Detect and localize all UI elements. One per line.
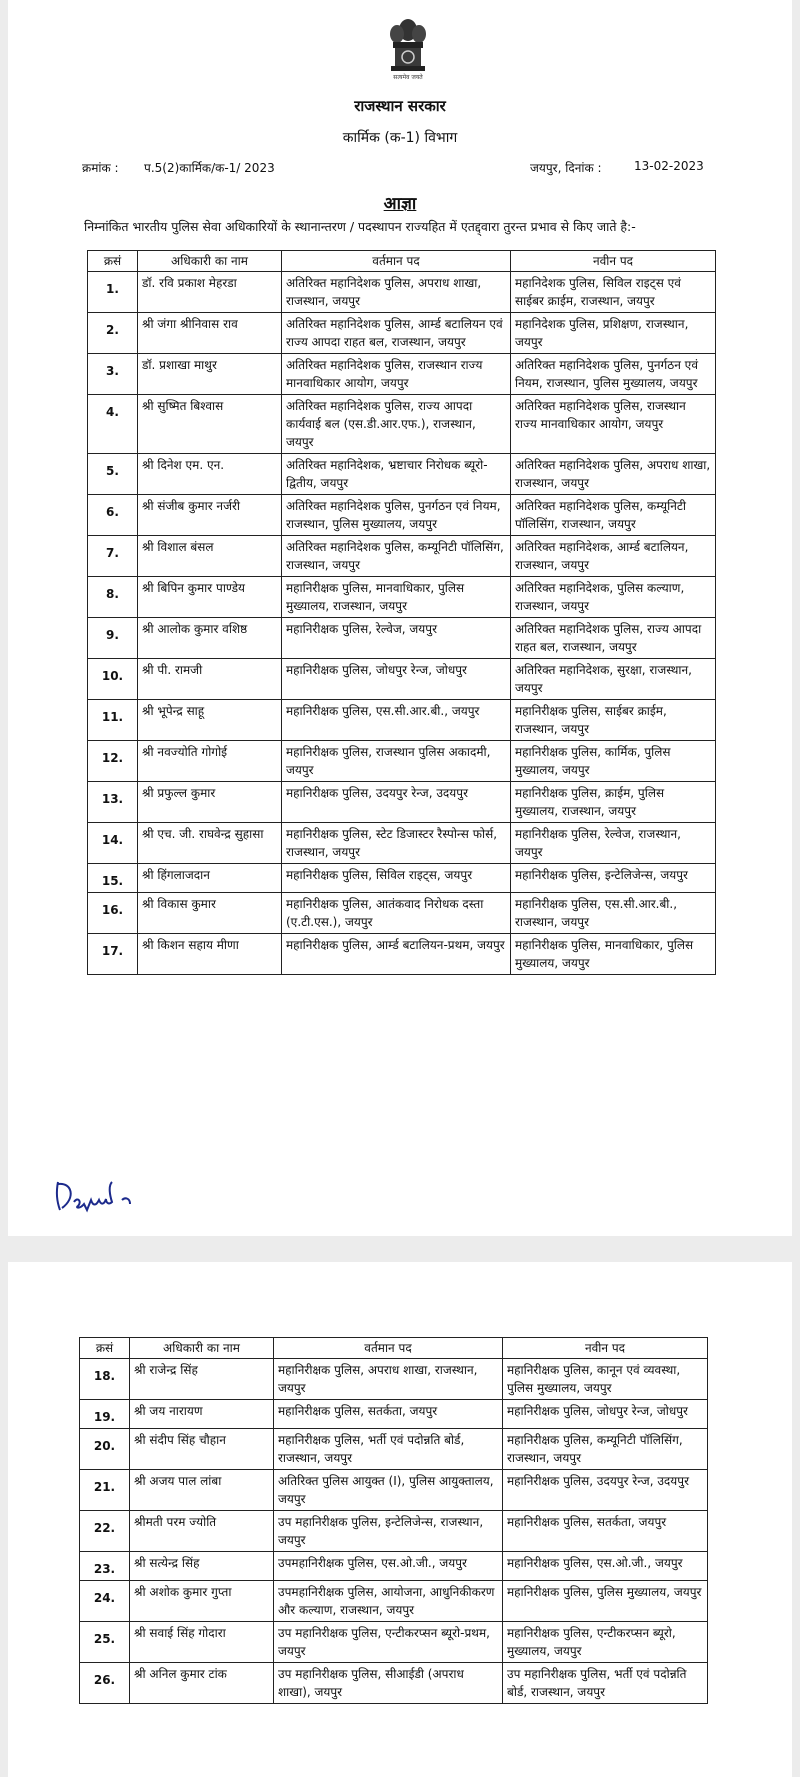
- officer-name-cell: श्री राजेन्द्र सिंह: [130, 1359, 274, 1400]
- current-post-cell: अतिरिक्त महानिदेशक पुलिस, राज्य आपदा कार्यवाई बल (एस.डी.आर.एफ.), राजस्थान, जयपुर: [282, 395, 511, 454]
- current-post-cell: महानिरीक्षक पुलिस, भर्ती एवं पदोन्नति बोर्ड, राजस्थान, जयपुर: [274, 1429, 503, 1470]
- header-serial: क्रसं: [88, 251, 138, 272]
- officer-name-cell: डॉ. रवि प्रकाश मेहरडा: [138, 272, 282, 313]
- serial-number-cell: 8.: [88, 577, 138, 618]
- officer-name-cell: श्री दिनेश एम. एन.: [138, 454, 282, 495]
- serial-number-cell: 11.: [88, 700, 138, 741]
- current-post-cell: महानिरीक्षक पुलिस, आतंकवाद निरोधक दस्ता (ए.टी.एस.), जयपुर: [282, 893, 511, 934]
- serial-number-cell: 18.: [80, 1359, 130, 1400]
- serial-number-cell: 3.: [88, 354, 138, 395]
- current-post-cell: अतिरिक्त महानिदेशक पुलिस, राजस्थान राज्य मानवाधिकार आयोग, जयपुर: [282, 354, 511, 395]
- current-post-cell: अतिरिक्त महानिदेशक पुलिस, पुनर्गठन एवं नियम, राजस्थान, पुलिस मुख्यालय, जयपुर: [282, 495, 511, 536]
- current-post-cell: महानिरीक्षक पुलिस, अपराध शाखा, राजस्थान, जयपुर: [274, 1359, 503, 1400]
- table-body-page1: [88, 272, 716, 975]
- new-post-cell: अतिरिक्त महानिदेशक पुलिस, राज्य आपदा राहत बल, राजस्थान, जयपुर: [511, 618, 716, 659]
- table-row: [88, 864, 716, 893]
- table-row: [88, 934, 716, 975]
- current-post-cell: अतिरिक्त महानिदेशक पुलिस, अपराध शाखा, राजस्थान, जयपुर: [282, 272, 511, 313]
- serial-number-cell: 4.: [88, 395, 138, 454]
- table-row: [88, 272, 716, 313]
- emblem-motto: सत्यमेव जयते: [393, 74, 423, 81]
- current-post-cell: उप महानिरीक्षक पुलिस, एन्टीकरप्सन ब्यूरो-प्रथम, जयपुर: [274, 1622, 503, 1663]
- order-intro: निम्नांकित भारतीय पुलिस सेवा अधिकारियों के स्थानान्तरण / पदस्थापन राज्यहित में एतद्द्वारा तुरन्त प्रभाव से किए जाते है:-: [84, 219, 636, 234]
- new-post-cell: महानिरीक्षक पुलिस, साईबर क्राईम, राजस्थान, जयपुर: [511, 700, 716, 741]
- table-row: [80, 1581, 708, 1622]
- header-officer-name: अधिकारी का नाम: [138, 251, 282, 272]
- table-row: [80, 1429, 708, 1470]
- officer-name-cell: श्री किशन सहाय मीणा: [138, 934, 282, 975]
- header-serial: क्रसं: [80, 1338, 130, 1359]
- table-row: [80, 1359, 708, 1400]
- serial-number-cell: 2.: [88, 313, 138, 354]
- table-row: [80, 1663, 708, 1704]
- serial-number-cell: 26.: [80, 1663, 130, 1704]
- serial-number-cell: 17.: [88, 934, 138, 975]
- serial-number-cell: 23.: [80, 1552, 130, 1581]
- new-post-cell: महानिरीक्षक पुलिस, सतर्कता, जयपुर: [503, 1511, 708, 1552]
- current-post-cell: अतिरिक्त महानिदेशक पुलिस, आर्म्ड बटालियन एवं राज्य आपदा राहत बल, राजस्थान, जयपुर: [282, 313, 511, 354]
- officer-name-cell: श्री अशोक कुमार गुप्ता: [130, 1581, 274, 1622]
- officer-name-cell: श्री जय नारायण: [130, 1400, 274, 1429]
- table-row: [80, 1552, 708, 1581]
- officer-name-cell: श्री हिंगलाजदान: [138, 864, 282, 893]
- new-post-cell: महानिरीक्षक पुलिस, उदयपुर रेन्ज, उदयपुर: [503, 1470, 708, 1511]
- serial-number-cell: 14.: [88, 823, 138, 864]
- officer-name-cell: श्री आलोक कुमार वशिष्ठ: [138, 618, 282, 659]
- officer-name-cell: श्रीमती परम ज्योति: [130, 1511, 274, 1552]
- order-title: आज्ञा: [383, 194, 417, 214]
- table-row: [80, 1511, 708, 1552]
- officer-name-cell: श्री अजय पाल लांबा: [130, 1470, 274, 1511]
- new-post-cell: अतिरिक्त महानिदेशक पुलिस, कम्यूनिटी पॉलिसिंग, राजस्थान, जयपुर: [511, 495, 716, 536]
- serial-number-cell: 22.: [80, 1511, 130, 1552]
- new-post-cell: अतिरिक्त महानिदेशक, आर्म्ड बटालियन, राजस्थान, जयपुर: [511, 536, 716, 577]
- current-post-cell: उपमहानिरीक्षक पुलिस, एस.ओ.जी., जयपुर: [274, 1552, 503, 1581]
- current-post-cell: महानिरीक्षक पुलिस, एस.सी.आर.बी., जयपुर: [282, 700, 511, 741]
- department-name: कार्मिक (क-1) विभाग: [342, 130, 458, 146]
- state-emblem-icon: [383, 14, 433, 90]
- officer-name-cell: श्री एच. जी. राघवेन्द्र सुहासा: [138, 823, 282, 864]
- order-date: 13-02-2023: [634, 159, 704, 173]
- new-post-cell: महानिरीक्षक पुलिस, एस.ओ.जी., जयपुर: [503, 1552, 708, 1581]
- table-row: [88, 395, 716, 454]
- current-post-cell: अतिरिक्त महानिदेशक, भ्रष्टाचार निरोधक ब्यूरो-द्वितीय, जयपुर: [282, 454, 511, 495]
- officer-name-cell: श्री नवज्योति गोगोई: [138, 741, 282, 782]
- table-row: [88, 454, 716, 495]
- current-post-cell: उप महानिरीक्षक पुलिस, सीआईडी (अपराध शाखा), जयपुर: [274, 1663, 503, 1704]
- government-title: राजस्थान सरकार: [354, 97, 446, 115]
- officer-name-cell: श्री विकास कुमार: [138, 893, 282, 934]
- new-post-cell: महानिरीक्षक पुलिस, मानवाधिकार, पुलिस मुख्यालय, जयपुर: [511, 934, 716, 975]
- current-post-cell: महानिरीक्षक पुलिस, मानवाधिकार, पुलिस मुख्यालय, राजस्थान, जयपुर: [282, 577, 511, 618]
- new-post-cell: महानिरीक्षक पुलिस, जोधपुर रेन्ज, जोधपुर: [503, 1400, 708, 1429]
- current-post-cell: महानिरीक्षक पुलिस, जोधपुर रेन्ज, जोधपुर: [282, 659, 511, 700]
- table-row: [88, 782, 716, 823]
- new-post-cell: अतिरिक्त महानिदेशक, पुलिस कल्याण, राजस्थान, जयपुर: [511, 577, 716, 618]
- new-post-cell: महानिदेशक पुलिस, सिविल राइट्स एवं साईबर क्राईम, राजस्थान, जयपुर: [511, 272, 716, 313]
- header-new-post: नवीन पद: [503, 1338, 708, 1359]
- table-row: [88, 495, 716, 536]
- new-post-cell: महानिरीक्षक पुलिस, एन्टीकरप्सन ब्यूरो, मुख्यालय, जयपुर: [503, 1622, 708, 1663]
- serial-number-cell: 19.: [80, 1400, 130, 1429]
- officer-name-cell: श्री संदीप सिंह चौहान: [130, 1429, 274, 1470]
- transfer-table-page1: [87, 250, 716, 975]
- table-row: [80, 1400, 708, 1429]
- new-post-cell: अतिरिक्त महानिदेशक पुलिस, अपराध शाखा, राजस्थान, जयपुर: [511, 454, 716, 495]
- new-post-cell: अतिरिक्त महानिदेशक पुलिस, राजस्थान राज्य मानवाधिकार आयोग, जयपुर: [511, 395, 716, 454]
- signature-icon: [52, 1176, 142, 1216]
- current-post-cell: महानिरीक्षक पुलिस, स्टेट डिजास्टर रैस्पोन्स फोर्स, राजस्थान, जयपुर: [282, 823, 511, 864]
- reference-label: क्रमांक :: [82, 161, 119, 175]
- serial-number-cell: 5.: [88, 454, 138, 495]
- officer-name-cell: श्री विशाल बंसल: [138, 536, 282, 577]
- new-post-cell: महानिरीक्षक पुलिस, कार्मिक, पुलिस मुख्यालय, जयपुर: [511, 741, 716, 782]
- officer-name-cell: श्री जंगा श्रीनिवास राव: [138, 313, 282, 354]
- serial-number-cell: 1.: [88, 272, 138, 313]
- officer-name-cell: श्री सुष्मित बिश्वास: [138, 395, 282, 454]
- table-row: [88, 659, 716, 700]
- serial-number-cell: 15.: [88, 864, 138, 893]
- officer-name-cell: श्री भूपेन्द्र साहू: [138, 700, 282, 741]
- new-post-cell: महानिरीक्षक पुलिस, कानून एवं व्यवस्था, पुलिस मुख्यालय, जयपुर: [503, 1359, 708, 1400]
- officer-name-cell: श्री बिपिन कुमार पाण्डेय: [138, 577, 282, 618]
- table-row: [80, 1622, 708, 1663]
- current-post-cell: अतिरिक्त महानिदेशक पुलिस, कम्यूनिटी पॉलिसिंग, राजस्थान, जयपुर: [282, 536, 511, 577]
- new-post-cell: उप महानिरीक्षक पुलिस, भर्ती एवं पदोन्नति बोर्ड, राजस्थान, जयपुर: [503, 1663, 708, 1704]
- current-post-cell: महानिरीक्षक पुलिस, रेल्वेज, जयपुर: [282, 618, 511, 659]
- new-post-cell: महानिरीक्षक पुलिस, एस.सी.आर.बी., राजस्थान, जयपुर: [511, 893, 716, 934]
- place-date-label: जयपुर, दिनांक :: [530, 161, 602, 175]
- officer-name-cell: श्री संजीब कुमार नर्जरी: [138, 495, 282, 536]
- current-post-cell: महानिरीक्षक पुलिस, राजस्थान पुलिस अकादमी, जयपुर: [282, 741, 511, 782]
- current-post-cell: उप महानिरीक्षक पुलिस, इन्टेलिजेन्स, राजस्थान, जयपुर: [274, 1511, 503, 1552]
- table-row: [88, 893, 716, 934]
- new-post-cell: महानिरीक्षक पुलिस, क्राईम, पुलिस मुख्यालय, राजस्थान, जयपुर: [511, 782, 716, 823]
- serial-number-cell: 21.: [80, 1470, 130, 1511]
- current-post-cell: उपमहानिरीक्षक पुलिस, आयोजना, आधुनिकीकरण और कल्याण, राजस्थान, जयपुर: [274, 1581, 503, 1622]
- table-row: [88, 313, 716, 354]
- officer-name-cell: श्री सवाई सिंह गोदारा: [130, 1622, 274, 1663]
- serial-number-cell: 24.: [80, 1581, 130, 1622]
- serial-number-cell: 20.: [80, 1429, 130, 1470]
- new-post-cell: अतिरिक्त महानिदेशक पुलिस, पुनर्गठन एवं नियम, राजस्थान, पुलिस मुख्यालय, जयपुर: [511, 354, 716, 395]
- officer-name-cell: श्री पी. रामजी: [138, 659, 282, 700]
- document-page-1: [8, 0, 792, 1236]
- new-post-cell: अतिरिक्त महानिदेशक, सुरक्षा, राजस्थान, जयपुर: [511, 659, 716, 700]
- table-row: [88, 577, 716, 618]
- officer-name-cell: श्री सत्येन्द्र सिंह: [130, 1552, 274, 1581]
- serial-number-cell: 16.: [88, 893, 138, 934]
- table-row: [88, 536, 716, 577]
- table-row: [88, 823, 716, 864]
- officer-name-cell: श्री अनिल कुमार टांक: [130, 1663, 274, 1704]
- serial-number-cell: 6.: [88, 495, 138, 536]
- officer-name-cell: श्री प्रफुल्ल कुमार: [138, 782, 282, 823]
- header-current-post: वर्तमान पद: [274, 1338, 503, 1359]
- new-post-cell: महानिरीक्षक पुलिस, कम्यूनिटी पॉलिसिंग, राजस्थान, जयपुर: [503, 1429, 708, 1470]
- table-row: [88, 700, 716, 741]
- serial-number-cell: 7.: [88, 536, 138, 577]
- header-officer-name: अधिकारी का नाम: [130, 1338, 274, 1359]
- table-header-row: [80, 1338, 708, 1359]
- current-post-cell: महानिरीक्षक पुलिस, सतर्कता, जयपुर: [274, 1400, 503, 1429]
- table-row: [88, 741, 716, 782]
- transfer-table-page2: [79, 1337, 708, 1704]
- table-body-page2: [80, 1359, 708, 1704]
- table-header-row: [88, 251, 716, 272]
- header-new-post: नवीन पद: [511, 251, 716, 272]
- new-post-cell: महानिरीक्षक पुलिस, रेल्वेज, राजस्थान, जयपुर: [511, 823, 716, 864]
- serial-number-cell: 25.: [80, 1622, 130, 1663]
- current-post-cell: महानिरीक्षक पुलिस, आर्म्ड बटालियन-प्रथम, जयपुर: [282, 934, 511, 975]
- serial-number-cell: 12.: [88, 741, 138, 782]
- new-post-cell: महानिरीक्षक पुलिस, इन्टेलिजेन्स, जयपुर: [511, 864, 716, 893]
- reference-number: प.5(2)कार्मिक/क-1/ 2023: [144, 161, 275, 175]
- current-post-cell: अतिरिक्त पुलिस आयुक्त (I), पुलिस आयुक्तालय, जयपुर: [274, 1470, 503, 1511]
- table-row: [88, 618, 716, 659]
- current-post-cell: महानिरीक्षक पुलिस, उदयपुर रेन्ज, उदयपुर: [282, 782, 511, 823]
- serial-number-cell: 9.: [88, 618, 138, 659]
- new-post-cell: महानिदेशक पुलिस, प्रशिक्षण, राजस्थान, जयपुर: [511, 313, 716, 354]
- current-post-cell: महानिरीक्षक पुलिस, सिविल राइट्स, जयपुर: [282, 864, 511, 893]
- new-post-cell: महानिरीक्षक पुलिस, पुलिस मुख्यालय, जयपुर: [503, 1581, 708, 1622]
- serial-number-cell: 13.: [88, 782, 138, 823]
- table-row: [88, 354, 716, 395]
- serial-number-cell: 10.: [88, 659, 138, 700]
- table-row: [80, 1470, 708, 1511]
- header-current-post: वर्तमान पद: [282, 251, 511, 272]
- officer-name-cell: डॉ. प्रशाखा माथुर: [138, 354, 282, 395]
